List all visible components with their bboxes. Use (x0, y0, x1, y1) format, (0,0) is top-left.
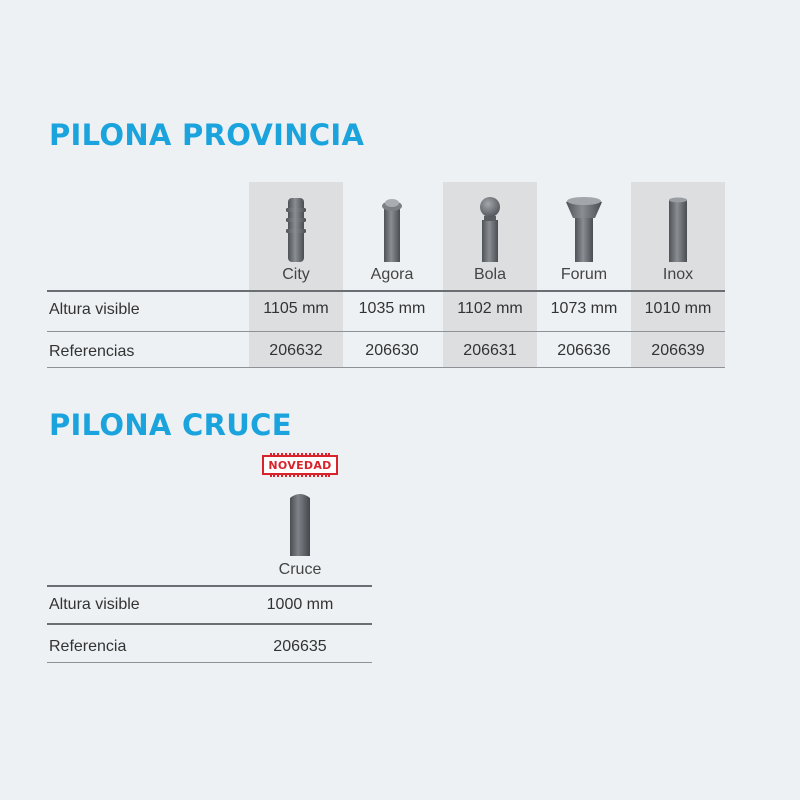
badge-label: NOVEDAD (268, 458, 332, 472)
city-bollard-icon (279, 196, 313, 262)
product-name: Agora (370, 266, 414, 283)
product-column-inox (631, 182, 725, 368)
row-label-height: Altura visible (49, 596, 140, 613)
agora-bollard-icon (375, 196, 409, 262)
reference-value: 206632 (269, 342, 323, 359)
section-title-provincia: PILONA PROVINCIA (49, 118, 365, 152)
table-divider (47, 585, 372, 587)
row-label-refs: Referencias (49, 343, 135, 360)
forum-bollard-icon (561, 196, 607, 262)
row-label-ref: Referencia (49, 638, 127, 655)
cruce-image (252, 490, 348, 556)
product-name: Inox (662, 266, 694, 283)
reference-value: 206639 (651, 342, 705, 359)
reference-value: 206630 (365, 342, 419, 359)
reference-value: 206635 (273, 638, 327, 655)
novedad-badge (262, 455, 338, 475)
height-value: 1102 mm (457, 300, 523, 317)
bola-bollard-icon (473, 196, 507, 262)
height-value: 1000 mm (266, 596, 334, 613)
section-title-cruce: PILONA CRUCE (49, 408, 292, 442)
product-column-agora (345, 182, 439, 368)
product-name: Forum (560, 266, 608, 283)
product-column-city (249, 182, 343, 368)
reference-value: 206636 (557, 342, 611, 359)
product-name-cruce: Cruce (278, 561, 322, 578)
inox-bollard-icon (661, 196, 695, 262)
product-column-bola (443, 182, 537, 368)
height-value: 1010 mm (644, 300, 712, 317)
height-value: 1105 mm (263, 300, 329, 317)
product-name: Bola (473, 266, 507, 283)
product-column-forum (537, 182, 631, 368)
table-divider (47, 662, 372, 663)
reference-value: 206631 (463, 342, 517, 359)
height-value: 1073 mm (550, 300, 618, 317)
height-value: 1035 mm (358, 300, 426, 317)
cruce-bollard-icon (285, 490, 315, 556)
product-name: City (282, 266, 310, 283)
table-divider (47, 623, 372, 625)
row-label-height: Altura visible (49, 301, 140, 318)
